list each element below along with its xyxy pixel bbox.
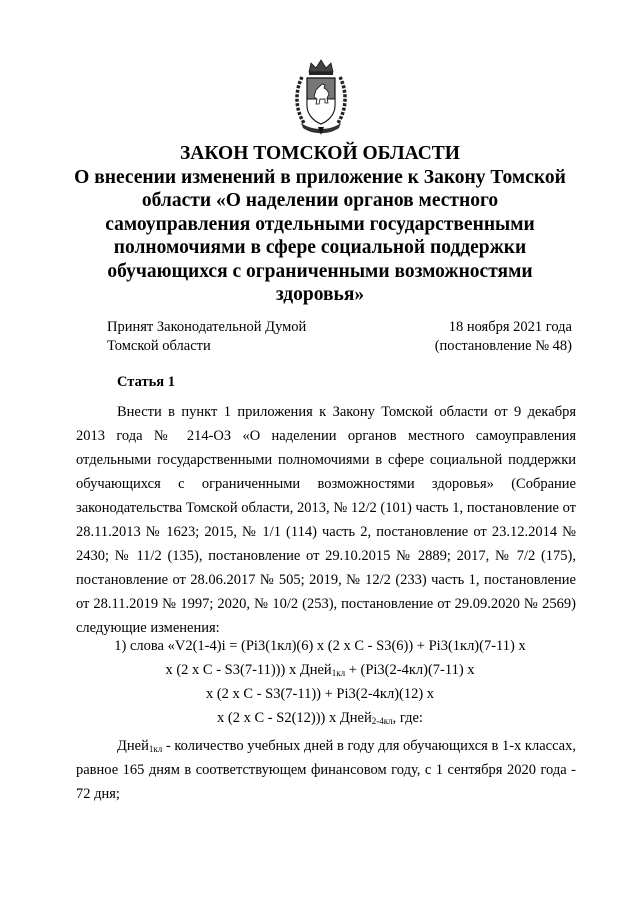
adopted-by — [107, 318, 306, 356]
formula-line-2-part-b: + (Pi3(2-4кл)(7-11) x — [345, 662, 475, 678]
adoption-resolution: (постановление № 48) — [434, 338, 572, 354]
formula-line-2 — [0, 658, 640, 682]
definition-paragraph — [76, 734, 576, 806]
formula-line-2-subscript: 1кл — [331, 668, 346, 678]
formula-line-2-part-a: x (2 x C - S3(7-11))) x Дней — [165, 662, 332, 678]
law-subtitle: О внесении изменений в приложение к Закону Томской области «О наделении органов местного самоуправления отдельными государственными полномочиями в сфере социальной поддержки обучающихся с ограниченными возможностями здоровья» — [74, 166, 566, 305]
formula-line-1: 1) слова «V2(1-4)i = (Pi3(1кл)(6) x (2 x C - S3(6)) + Pi3(1кл)(7-11) x — [114, 638, 526, 654]
definition-term: Дней — [117, 738, 149, 754]
adopted-by-line2: Томской области — [107, 338, 211, 354]
definition-term-subscript: 1кл — [148, 744, 163, 754]
formula-line-4 — [0, 706, 640, 730]
article-heading: Статья 1 — [117, 374, 175, 390]
definition-block — [76, 734, 576, 806]
formula-line-3: x (2 x C - S3(7-11)) + Pi3(2-4кл)(12) x — [205, 686, 435, 702]
tomsk-oblast-coat-of-arms-icon — [292, 57, 350, 137]
law-title: ЗАКОН ТОМСКОЙ ОБЛАСТИ — [180, 143, 460, 164]
formula-line-4-part-a: x (2 x C - S2(12))) x Дней — [217, 710, 372, 726]
adoption-date: 18 ноября 2021 года — [448, 319, 572, 335]
definition-text: - количество учебных дней в году для обучающихся в 1-х классах, равное 165 дням в соответствующем финансовом году, с 1 сентября 2020 года - 72 дня; — [76, 738, 576, 802]
article-intro-paragraph: Внести в пункт 1 приложения к Закону Томской области от 9 декабря 2013 года № 214-ОЗ «О наделении органов местного самоуправления отдельными государственными полномочиями в сфере социальной поддержки обучающихся с ограниченными возможностями здоровья» (Собрание законодательства Томской области, 2013, № 12/2 (101) часть 1, постановление от 28.11.2013 № 1623; 2015, № 1/1 (114) часть 2, постановление от 23.12.2014 № 2430; № 11/2 (135), постановление от 29.10.2015 № 2889; 2017, № 7/2 (175), постановление от 28.06.2017 № 505; 2019, № 12/2 (233) часть 1, постановление от 28.11.2019 № 1997; 2020, № 10/2 (253), постановление от 29.09.2020 № 2569) следующие изменения: — [76, 404, 576, 636]
formula-line-4-subscript: 2-4кл — [371, 716, 393, 726]
article-body — [76, 400, 576, 640]
adopted-by-line1: Принят Законодательной Думой — [107, 319, 307, 335]
formula-line-4-part-b: , где: — [392, 710, 423, 726]
adoption-date-block — [435, 318, 572, 356]
